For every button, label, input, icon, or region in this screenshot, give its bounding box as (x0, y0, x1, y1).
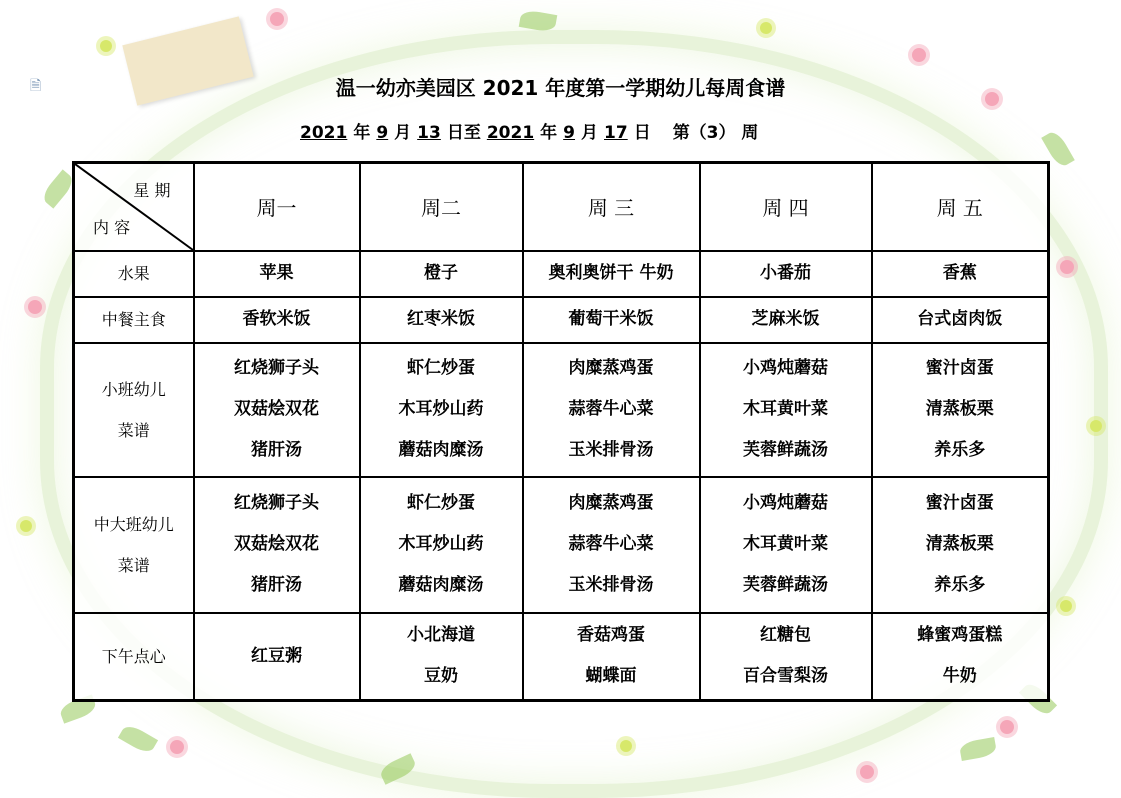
row-label-line: 水果 (117, 264, 150, 283)
dish-item: 虾仁炒蛋 (407, 358, 475, 378)
dish-item: 牛奶 (942, 666, 977, 687)
start-month: 9 (376, 123, 389, 143)
date-range (294, 118, 758, 143)
row-label (74, 477, 194, 613)
dish-item: 蜜汁卤蛋 (925, 358, 994, 378)
dish-item: 木耳炒山药 (398, 399, 484, 419)
corner-cell (74, 163, 194, 251)
dish-item: 养乐多 (934, 440, 986, 460)
menu-cell (523, 477, 700, 613)
dish-item: 红枣米饭 (407, 309, 475, 329)
corner-label-week: 星 期 (133, 181, 171, 200)
row-label-line: 小班幼儿 (101, 379, 166, 399)
dish-item: 双菇烩双花 (234, 534, 319, 554)
menu-row (74, 297, 1049, 343)
dish-item: 清蒸板栗 (925, 399, 994, 419)
menu-cell (872, 477, 1049, 613)
dish-item: 红烧狮子头 (234, 493, 319, 513)
dish-item: 养乐多 (934, 575, 986, 595)
day-header: 周 五 (872, 163, 1049, 251)
menu-cell (360, 477, 523, 613)
row-label (74, 613, 194, 701)
menu-cell (872, 297, 1049, 343)
menu-cell (523, 343, 700, 477)
row-label-line: 下午点心 (101, 646, 166, 666)
row-label-line: 菜谱 (117, 555, 150, 575)
start-year: 2021 (300, 123, 348, 143)
day-header: 周 四 (700, 163, 872, 251)
dish-item: 红豆粥 (251, 645, 302, 666)
menu-cell (194, 477, 360, 613)
dish-item: 蒜蓉牛心菜 (568, 534, 654, 554)
menu-cell (194, 343, 360, 477)
end-year-suffix: 年 (540, 123, 558, 143)
dish-item: 清蒸板栗 (925, 534, 994, 554)
dish-item: 蒜蓉牛心菜 (568, 399, 654, 419)
dish-item: 小北海道 (407, 625, 475, 646)
header-row (74, 163, 1049, 251)
dish-item: 红烧狮子头 (234, 358, 319, 378)
row-label-line: 中大班幼儿 (93, 514, 174, 534)
dish-item: 虾仁炒蛋 (407, 493, 475, 513)
row-label (74, 297, 194, 343)
menu-cell (360, 251, 523, 297)
menu-cell (700, 613, 872, 701)
dish-item: 蘑菇肉糜汤 (398, 575, 484, 595)
dish-item: 台式卤肉饭 (917, 309, 1003, 329)
menu-cell (700, 251, 872, 297)
row-label (74, 251, 194, 297)
day-header: 周 三 (523, 163, 700, 251)
menu-cell (700, 477, 872, 613)
start-year-suffix: 年 (353, 123, 371, 143)
dish-item: 百合雪梨汤 (743, 666, 828, 687)
dish-item: 玉米排骨汤 (568, 440, 654, 460)
menu-cell (700, 297, 872, 343)
dish-item: 蘑菇肉糜汤 (398, 440, 484, 460)
row-label (74, 343, 194, 477)
day-to: 日至 (446, 123, 481, 143)
menu-cell (872, 251, 1049, 297)
dish-item: 木耳黄叶菜 (743, 399, 828, 419)
dish-item: 肉糜蒸鸡蛋 (568, 358, 654, 378)
dish-item: 芙蓉鲜蔬汤 (743, 575, 828, 595)
menu-cell (360, 297, 523, 343)
menu-cell (872, 343, 1049, 477)
day-header: 周二 (360, 163, 523, 251)
dish-item: 红糖包 (760, 625, 811, 646)
dish-item: 木耳黄叶菜 (743, 534, 828, 554)
dish-item: 蝴蝶面 (585, 666, 637, 687)
dish-item: 猪肝汤 (251, 440, 302, 460)
page-title: 温一幼亦美园区 2021 年度第一学期幼儿每周食谱 (335, 76, 786, 100)
menu-cell (523, 251, 700, 297)
menu-cell (523, 613, 700, 701)
dish-item: 香软米饭 (242, 309, 311, 329)
end-month: 9 (563, 123, 576, 143)
dish-item: 芙蓉鲜蔬汤 (743, 440, 828, 460)
weekly-menu-table (72, 161, 1050, 702)
dish-item: 葡萄干米饭 (568, 309, 654, 329)
end-year: 2021 (486, 123, 535, 143)
dish-item: 橙子 (424, 263, 458, 283)
end-day: 17 (604, 123, 628, 143)
dish-item: 双菇烩双花 (234, 399, 319, 419)
start-day: 13 (417, 123, 441, 143)
document-icon[interactable]: 🗎 (30, 78, 42, 94)
row-label-line: 菜谱 (117, 420, 150, 440)
menu-row (74, 251, 1049, 297)
menu-cell (194, 613, 360, 701)
menu-cell (523, 297, 700, 343)
dish-item: 香菇鸡蛋 (577, 625, 645, 646)
dish-item: 蜂蜜鸡蛋糕 (917, 625, 1003, 646)
menu-row (74, 613, 1049, 701)
row-label-line: 中餐主食 (101, 310, 166, 329)
dish-item: 小番茄 (760, 263, 811, 283)
dish-item: 芝麻米饭 (751, 309, 820, 329)
menu-cell (194, 251, 360, 297)
dish-item: 蜜汁卤蛋 (925, 493, 994, 513)
dish-item: 小鸡炖蘑菇 (743, 358, 828, 378)
dish-item: 木耳炒山药 (398, 534, 484, 554)
end-day-suffix: 日 (633, 123, 651, 143)
menu-cell (360, 613, 523, 701)
dish-item: 豆奶 (424, 666, 458, 687)
start-month-suffix: 月 (394, 123, 412, 143)
menu-cell (194, 297, 360, 343)
menu-row (74, 343, 1049, 477)
dish-item: 猪肝汤 (251, 575, 302, 595)
day-header: 周一 (194, 163, 360, 251)
end-month-suffix: 月 (581, 123, 599, 143)
menu-cell (360, 343, 523, 477)
dish-item: 苹果 (259, 263, 294, 283)
dish-item: 香蕉 (942, 263, 977, 283)
dish-item: 奥利奥饼干 牛奶 (548, 263, 674, 283)
dish-item: 小鸡炖蘑菇 (743, 493, 828, 513)
dish-item: 玉米排骨汤 (568, 575, 654, 595)
menu-cell (872, 613, 1049, 701)
week-number: 第（3） 周 (672, 123, 759, 143)
menu-cell (700, 343, 872, 477)
dish-item: 肉糜蒸鸡蛋 (568, 493, 654, 513)
menu-row (74, 477, 1049, 613)
corner-label-content: 内 容 (93, 217, 131, 237)
